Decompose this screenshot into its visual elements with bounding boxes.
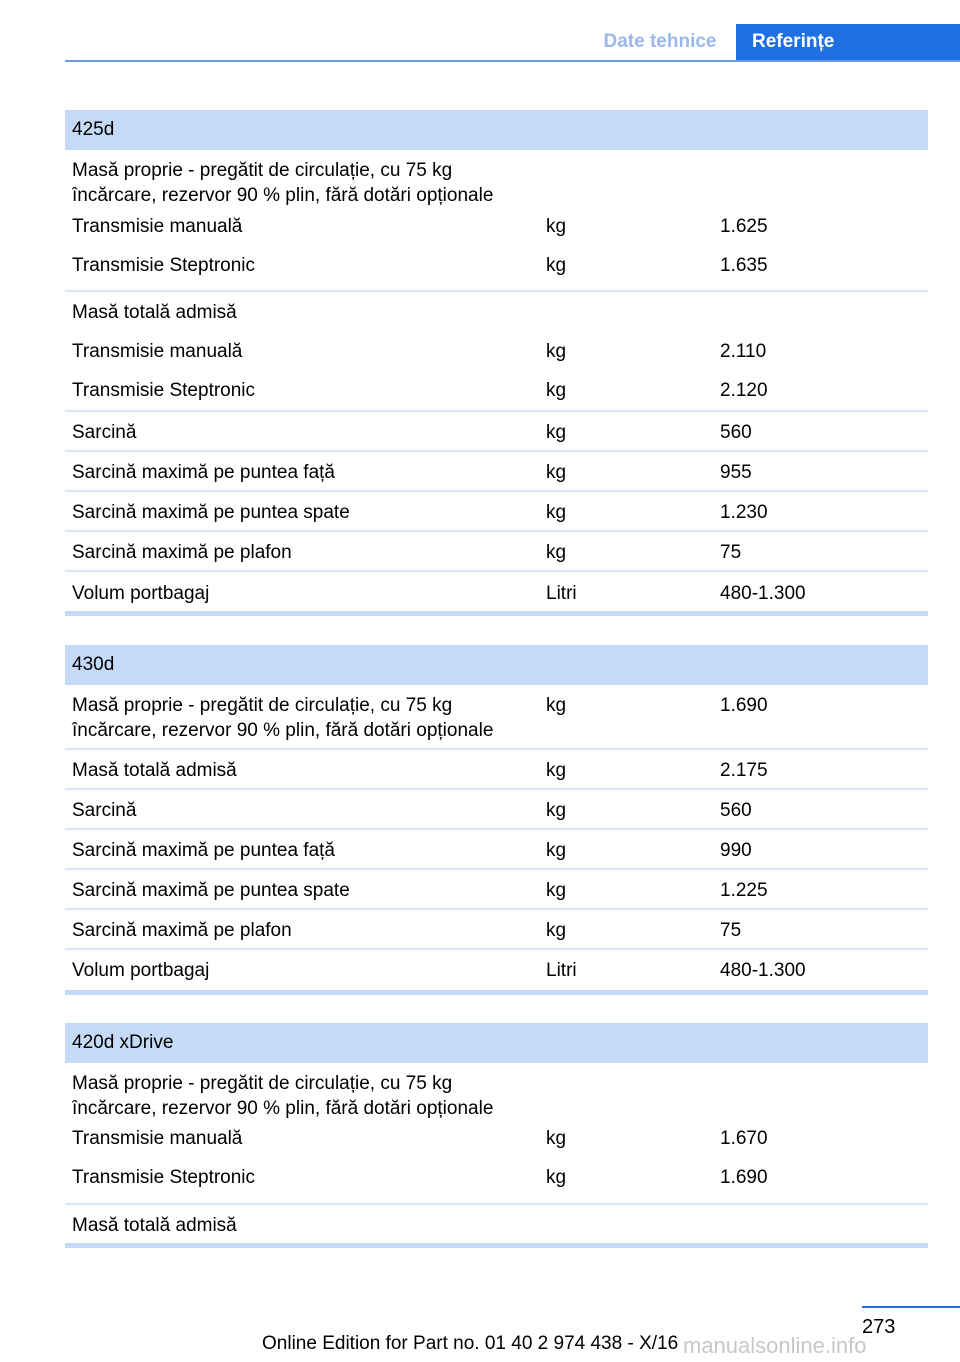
row-value: 2.175 [720,760,768,781]
table-row [65,870,928,910]
row-unit: Litri [546,583,577,604]
row-unit: kg [546,542,567,563]
row-label: Sarcină maximă pe plafon [72,542,292,563]
tab-referinte[interactable]: Referințe [736,24,960,62]
row-label: Masă totală admisă [72,1215,237,1236]
row-value: 1.225 [720,880,768,901]
row-label: Volum portbagaj [72,583,210,604]
table-row [65,213,928,251]
table-row [65,572,928,611]
table-row [65,150,928,213]
table-row [65,332,928,370]
tab-date-tehnice[interactable]: Date tehnice [603,31,717,52]
row-label: Masă proprie - pregătit de circulație, cu 75 kg încărcare, rezervor 90 % plin, fără dotări opționale [72,695,494,741]
table-row [65,1063,928,1126]
header-divider [65,60,960,62]
table-row [65,950,928,990]
table-425d [65,110,928,616]
row-unit: kg [546,255,567,276]
row-label: Transmisie Steptronic [72,380,256,401]
row-label: Sarcină [72,800,137,821]
table-row [65,452,928,492]
table-row [65,1126,928,1164]
table-row [65,1205,928,1243]
table-row [65,292,928,332]
table-row [65,1164,928,1205]
row-value: 1.625 [720,216,768,237]
row-unit: kg [546,880,567,901]
table-row [65,685,928,750]
page-number: 273 [862,1316,896,1338]
row-value: 1.230 [720,502,768,523]
row-label: Sarcină maximă pe puntea față [72,462,335,483]
row-unit: kg [546,462,567,483]
table-430d [65,645,928,995]
row-label: Sarcină maximă pe puntea față [72,840,335,861]
row-label: Sarcină maximă pe puntea spate [72,502,350,523]
row-label: Sarcină [72,422,137,443]
table-end-bar [65,990,928,995]
table-row [65,532,928,572]
row-value: 480-1.300 [720,583,806,604]
row-unit: kg [546,502,567,523]
table-title: 425d [65,110,928,150]
table-title: 430d [65,645,928,685]
row-unit: kg [546,800,567,821]
table-end-bar [65,1243,928,1248]
table-end-bar [65,611,928,616]
row-unit: kg [546,422,567,443]
table-row [65,251,928,292]
row-unit: kg [546,840,567,861]
row-value: 1.690 [720,1167,768,1188]
watermark: manualsonline.info [683,1333,867,1358]
row-label: Masă proprie - pregătit de circulație, cu 75 kg încărcare, rezervor 90 % plin, fără dotări opționale [72,160,494,206]
row-unit: kg [546,1167,567,1188]
row-value: 1.690 [720,695,768,716]
row-unit: kg [546,1128,567,1149]
row-value: 560 [720,422,752,443]
row-label: Volum portbagaj [72,960,210,981]
row-unit: Litri [546,960,577,981]
row-unit: kg [546,920,567,941]
page-header [0,0,960,62]
table-row [65,790,928,830]
row-label: Transmisie manuală [72,1128,243,1149]
table-420d-xdrive [65,1023,928,1248]
row-value: 560 [720,800,752,821]
row-label: Masă totală admisă [72,302,237,323]
row-value: 990 [720,840,752,861]
table-row [65,370,928,412]
row-unit: kg [546,760,567,781]
edition-text: Online Edition for Part no. 01 40 2 974 438 - X/16 [262,1333,679,1354]
row-value: 75 [720,542,742,563]
row-label: Transmisie Steptronic [72,1167,256,1188]
footer-divider [862,1306,960,1308]
row-unit: kg [546,341,567,362]
row-label: Masă totală admisă [72,760,237,781]
row-unit: kg [546,695,567,716]
row-unit: kg [546,216,567,237]
row-value: 2.120 [720,380,768,401]
table-row [65,750,928,790]
row-value: 1.635 [720,255,768,276]
row-unit: kg [546,380,567,401]
table-row [65,910,928,950]
row-value: 75 [720,920,742,941]
table-title: 420d xDrive [65,1023,928,1063]
row-value: 480-1.300 [720,960,806,981]
row-label: Transmisie manuală [72,341,243,362]
table-row [65,830,928,870]
row-label: Transmisie Steptronic [72,255,256,276]
table-row [65,492,928,532]
row-value: 2.110 [720,341,767,362]
row-label: Masă proprie - pregătit de circulație, cu 75 kg încărcare, rezervor 90 % plin, fără dotări opționale [72,1073,494,1119]
row-label: Sarcină maximă pe puntea spate [72,880,350,901]
row-label: Transmisie manuală [72,216,243,237]
row-label: Sarcină maximă pe plafon [72,920,292,941]
table-row [65,412,928,452]
row-value: 1.670 [720,1128,768,1149]
row-value: 955 [720,462,752,483]
